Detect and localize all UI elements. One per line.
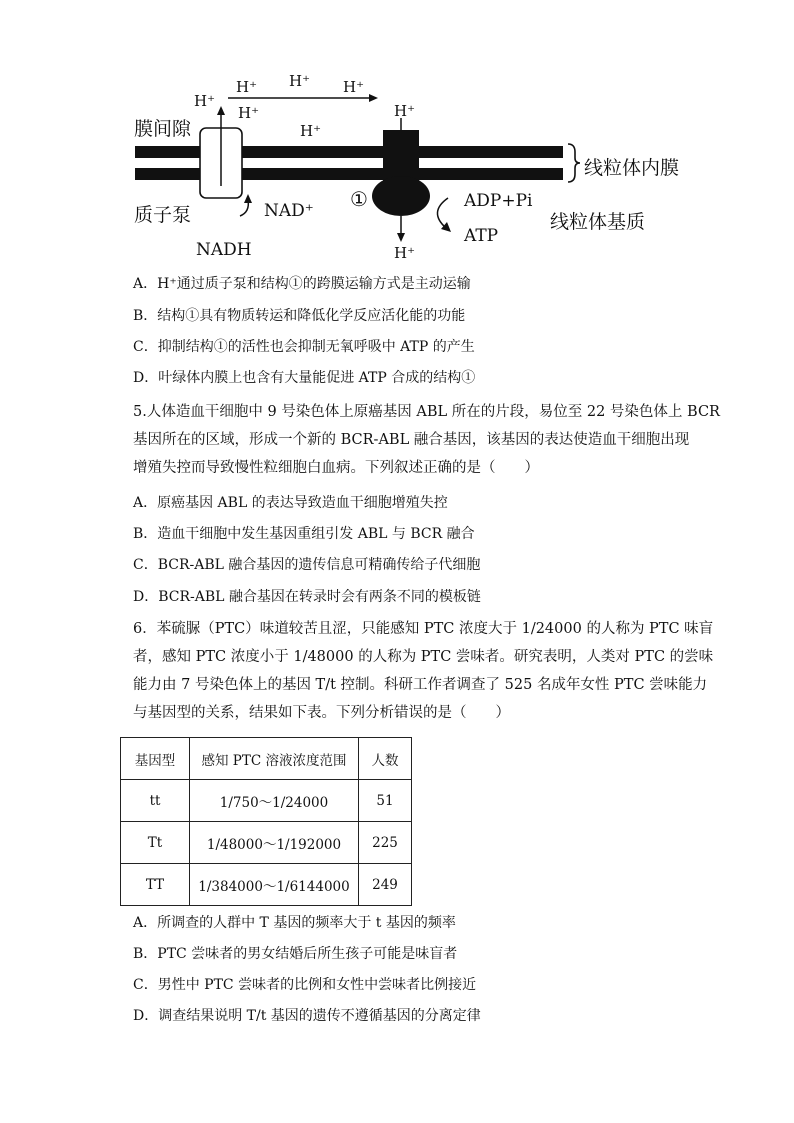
q5-option-a: A．原癌基因 ABL 的表达导致造血干细胞增殖失控 (133, 495, 448, 511)
membrane-diagram-svg (128, 66, 698, 266)
matrix-label: 线粒体基质 (550, 211, 646, 233)
h-plus-pump-right: H⁺ (238, 104, 259, 122)
ptc-table (120, 737, 412, 906)
q5-stem-line: 增殖失控而导致慢性粒细胞白血病。下列叙述正确的是（ ） (133, 460, 539, 476)
q5-option-d: D．BCR-ABL 融合基因在转录时会有两条不同的模板链 (133, 589, 481, 605)
proton-pump-label: 质子泵 (134, 204, 192, 226)
atp-synthase-head (372, 176, 430, 216)
table-header-row (121, 738, 412, 780)
q6-option-c: C．男性中 PTC 尝味者的比例和女性中尝味者比例接近 (133, 977, 477, 993)
q4-option-c: C．抑制结构①的活性也会抑制无氧呼吸中 ATP 的产生 (133, 339, 475, 355)
h-plus-space: H⁺ (300, 122, 321, 140)
q6-option-d: D．调查结果说明 T/t 基因的遗传不遵循基因的分离定律 (133, 1008, 481, 1024)
nadh-label: NADH (196, 240, 252, 260)
table-header-cell: 基因型 (121, 738, 190, 780)
q4-option-b: B．结构①具有物质转运和降低化学反应活化能的功能 (133, 308, 466, 324)
membrane-diagram (128, 66, 698, 266)
q4-option-a: A．H⁺通过质子泵和结构①的跨膜运输方式是主动运输 (133, 276, 471, 292)
q5-stem (133, 398, 720, 482)
table-cell: 225 (359, 822, 412, 864)
nad-plus-label: NAD⁺ (264, 201, 314, 221)
table-cell: TT (121, 864, 190, 906)
h-plus-top-3: H⁺ (343, 78, 364, 96)
table-row (121, 822, 412, 864)
table-row (121, 864, 412, 906)
q4-option-d: D．叶绿体内膜上也含有大量能促进 ATP 合成的结构① (133, 370, 476, 386)
q6-stem-line: 6．苯硫脲（PTC）味道较苦且涩，只能感知 PTC 浓度大于 1/24000 的人称为 PTC 味盲 (133, 621, 714, 637)
proton-flow-arrowhead (369, 94, 378, 102)
q5-stem-line: 基因所在的区域，形成一个新的 BCR-ABL 融合基因，该基因的表达使造血干细胞出现 (133, 432, 690, 448)
h-plus-synthase-top: H⁺ (394, 102, 415, 120)
nadh-curve-arrowhead (244, 194, 252, 203)
structure-1-marker: ① (350, 187, 368, 211)
table-cell: 1/48000～1/192000 (190, 822, 359, 864)
q6-stem (133, 615, 714, 727)
h-plus-synthase-bottom: H⁺ (394, 244, 415, 262)
synthase-arrowhead (397, 233, 405, 242)
table-row (121, 780, 412, 822)
table-cell: 249 (359, 864, 412, 906)
h-plus-pump-left: H⁺ (194, 92, 215, 110)
q6-option-b: B．PTC 尝味者的男女结婚后所生孩子可能是味盲者 (133, 946, 458, 962)
inner-membrane-label: 线粒体内膜 (584, 157, 680, 179)
q5-stem-line: 5.人体造血干细胞中 9 号染色体上原癌基因 ABL 所在的片段，易位至 22 号染色体上 BCR (133, 404, 720, 420)
table-cell: 1/750～1/24000 (190, 780, 359, 822)
q6-stem-line: 能力由 7 号染色体上的基因 T/t 控制。科研工作者调查了 525 名成年女性 PTC 尝味能力 (133, 677, 708, 693)
table-cell: Tt (121, 822, 190, 864)
atp-label: ATP (464, 226, 499, 246)
table-cell: 51 (359, 780, 412, 822)
pump-arrowhead (217, 106, 225, 115)
adp-pi-label: ADP+Pi (464, 191, 533, 211)
h-plus-top-1: H⁺ (236, 78, 257, 96)
membrane-brace (568, 144, 580, 182)
q6-stem-line: 与基因型的关系，结果如下表。下列分析错误的是（ ） (133, 705, 510, 721)
intermembrane-space-label: 膜间隙 (134, 118, 192, 140)
h-plus-top-2: H⁺ (289, 72, 310, 90)
q6-option-a: A．所调查的人群中 T 基因的频率大于 t 基因的频率 (133, 915, 456, 931)
q5-option-b: B．造血干细胞中发生基因重组引发 ABL 与 BCR 融合 (133, 526, 475, 542)
q5-option-c: C．BCR-ABL 融合基因的遗传信息可精确传给子代细胞 (133, 557, 481, 573)
table-cell: tt (121, 780, 190, 822)
table-cell: 1/384000～1/6144000 (190, 864, 359, 906)
q6-stem-line: 者，感知 PTC 浓度小于 1/48000 的人称为 PTC 尝味者。研究表明，人类对 PTC 的尝味 (133, 649, 714, 665)
table-header-cell: 感知 PTC 溶液浓度范围 (190, 738, 359, 780)
table-header-cell: 人数 (359, 738, 412, 780)
